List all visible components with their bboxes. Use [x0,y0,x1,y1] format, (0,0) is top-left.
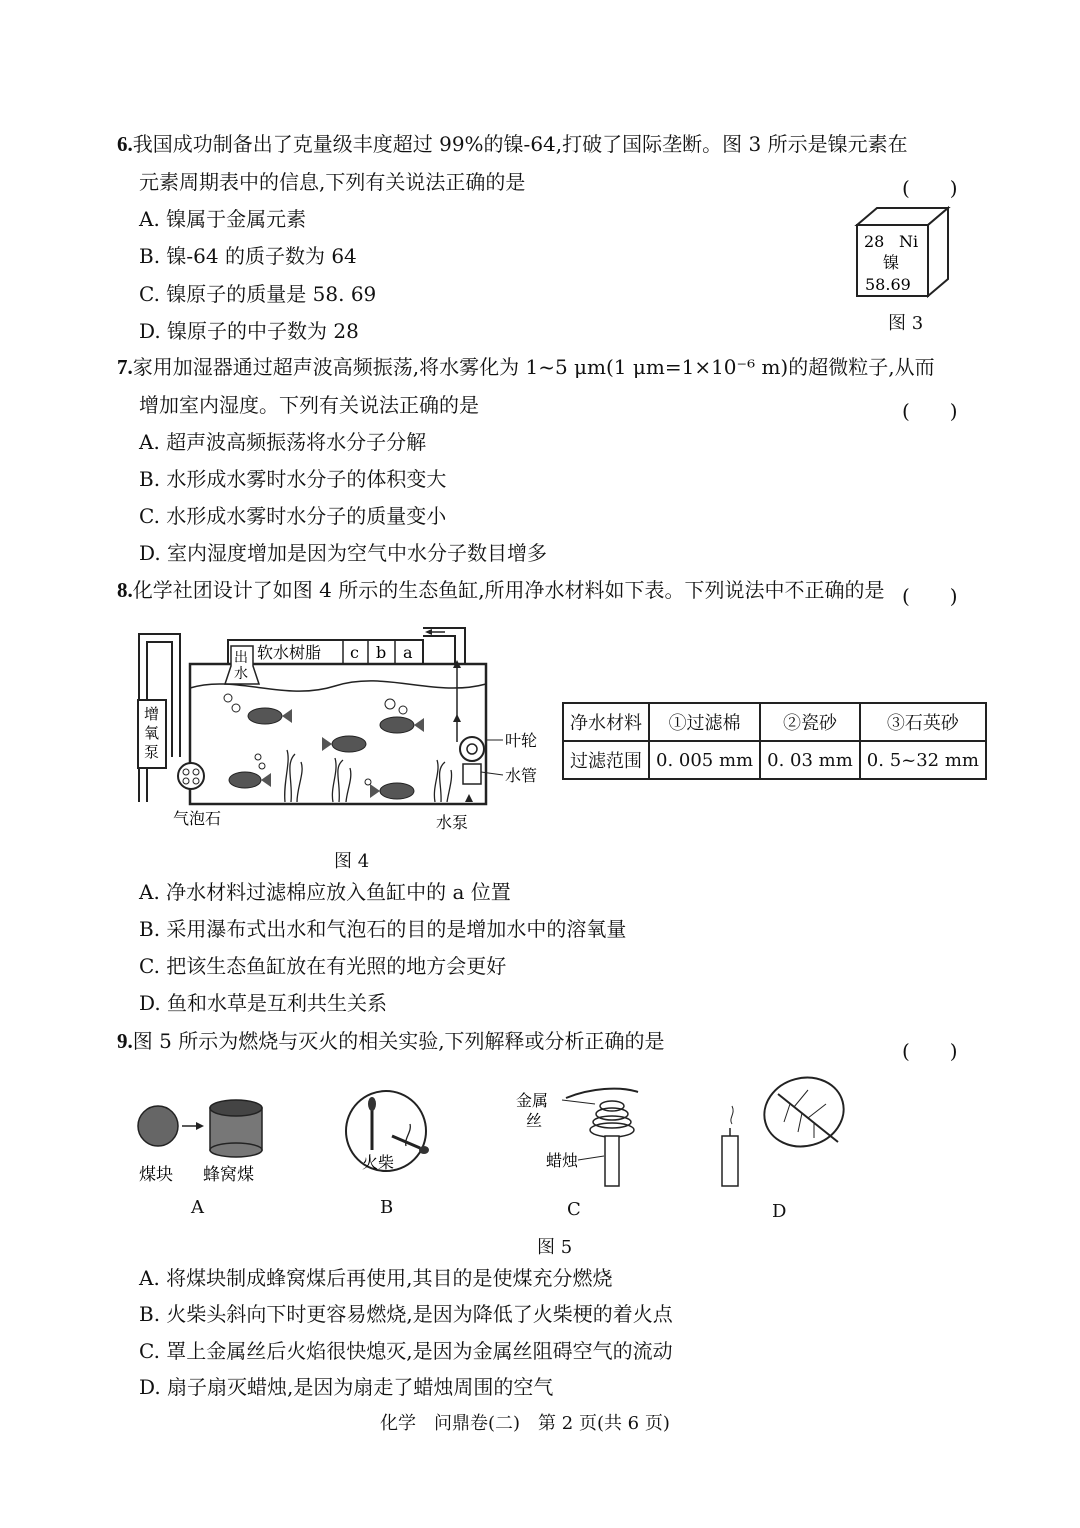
element-atomic-number: 28 [864,232,885,251]
purification-table [562,702,987,780]
q6-option-c: C. 镍原子的质量是 58. 69 [139,282,377,306]
table-row [563,741,986,779]
tank-label-oxygen-3: 泵 [144,743,160,761]
label-wire-1: 金属 [516,1091,549,1110]
fig5-match-illustration [340,1088,440,1178]
fig5-sub-d: D [772,1201,787,1222]
table-row-header [563,703,986,741]
q8-option-b: B. 采用瀑布式出水和气泡石的目的是增加水中的溶氧量 [139,917,627,941]
fig5-sub-a: A [191,1197,204,1218]
q9-stem-line1: 9.图 5 所示为燃烧与灭火的相关实验,下列解释或分析正确的是 [117,1029,665,1053]
q9-number: 9. [117,1029,133,1053]
label-wire-2: 丝 [526,1111,543,1130]
q6-option-d: D. 镍原子的中子数为 28 [139,319,359,343]
fig5-caption: 图 5 [537,1237,573,1258]
tank-label-outlet-1: 出 [234,650,248,666]
q6-stem-line2: 元素周期表中的信息,下列有关说法正确的是 [139,170,526,194]
q8-stem-line1: 8.化学社团设计了如图 4 所示的生态鱼缸,所用净水材料如下表。下列说法中不正确的是 [117,578,885,602]
q7-option-d: D. 室内湿度增加是因为空气中水分子数目增多 [139,541,548,565]
fig5-coal-illustration [130,1088,270,1188]
q8-option-d: D. 鱼和水草是互利共生关系 [139,991,388,1015]
q7-option-a: A. 超声波高频振荡将水分子分解 [139,430,427,454]
label-candle: 蜡烛 [546,1151,579,1170]
label-match: 火柴 [362,1153,395,1172]
fig5-fan-candle-illustration [710,1070,850,1190]
table-cell: 净水材料 [563,703,649,741]
table-cell: 0. 03 mm [760,741,860,779]
label-honeycomb: 蜂窝煤 [203,1165,254,1185]
table-cell: ②瓷砂 [760,703,860,741]
q6-answer-blank: ( ) [902,176,958,200]
q9-option-d: D. 扇子扇灭蜡烛,是因为扇走了蜡烛周围的空气 [139,1375,554,1399]
q6-stem-line1: 6.我国成功制备出了克量级丰度超过 99%的镍-64,打破了国际垄断。图 3 所示是镍元素在 [117,132,908,156]
q6-option-a: A. 镍属于金属元素 [139,207,307,231]
tank-label-water-pump: 水泵 [436,813,469,832]
tank-label-b: b [376,643,387,662]
q7-number: 7. [117,355,133,379]
tank-label-pipe: 水管 [505,766,538,785]
tank-label-softener: 软水树脂 [257,643,322,662]
q9-option-b: B. 火柴头斜向下时更容易燃烧,是因为降低了火柴梗的着火点 [139,1302,673,1326]
tank-label-oxygen-1: 增 [144,705,160,723]
table-cell: 过滤范围 [563,741,649,779]
q6-option-b: B. 镍-64 的质子数为 64 [139,244,357,268]
table-cell: ①过滤棉 [649,703,760,741]
nickel-element-card [852,205,952,301]
table-cell: ③石英砂 [860,703,986,741]
fish-tank-diagram [135,622,555,837]
tank-label-outlet-2: 水 [234,666,248,682]
q8-number: 8. [117,578,133,602]
fig5-sub-c: C [567,1199,581,1220]
tank-label-a: a [403,643,413,662]
table-cell: 0. 5~32 mm [860,741,986,779]
q9-answer-blank: ( ) [902,1039,958,1063]
fig4-caption: 图 4 [334,851,370,872]
element-atomic-mass: 58.69 [865,275,911,294]
page-footer: 化学 问鼎卷(二) 第 2 页(共 6 页) [380,1413,670,1434]
fig5-sub-b: B [380,1197,394,1218]
element-symbol: Ni [899,232,919,251]
q9-option-c: C. 罩上金属丝后火焰很快熄灭,是因为金属丝阻碍空气的流动 [139,1339,673,1363]
q7-option-c: C. 水形成水雾时水分子的质量变小 [139,504,447,528]
element-name: 镍 [883,253,900,272]
q7-answer-blank: ( ) [902,399,958,423]
table-cell: 0. 005 mm [649,741,760,779]
fig3-caption: 图 3 [888,313,924,334]
q6-number: 6. [117,132,133,156]
q8-option-a: A. 净水材料过滤棉应放入鱼缸中的 a 位置 [139,880,511,904]
tank-label-c: c [350,643,359,662]
q8-option-c: C. 把该生态鱼缸放在有光照的地方会更好 [139,954,507,978]
tank-label-bubble-stone: 气泡石 [173,809,222,828]
q7-stem-line2: 增加室内湿度。下列有关说法正确的是 [139,393,479,417]
q8-answer-blank: ( ) [902,584,958,608]
fig5-wire-candle-illustration [510,1082,650,1192]
q9-option-a: A. 将煤块制成蜂窝煤后再使用,其目的是使煤充分燃烧 [139,1266,613,1290]
tank-label-impeller: 叶轮 [505,731,538,750]
label-coal: 煤块 [139,1165,173,1185]
q7-stem-line1: 7.家用加湿器通过超声波高频振荡,将水雾化为 1~5 μm(1 μm=1×10⁻⁶ m)的超微粒子,从而 [117,355,935,379]
tank-label-oxygen-2: 氧 [144,724,160,742]
q7-option-b: B. 水形成水雾时水分子的体积变大 [139,467,447,491]
